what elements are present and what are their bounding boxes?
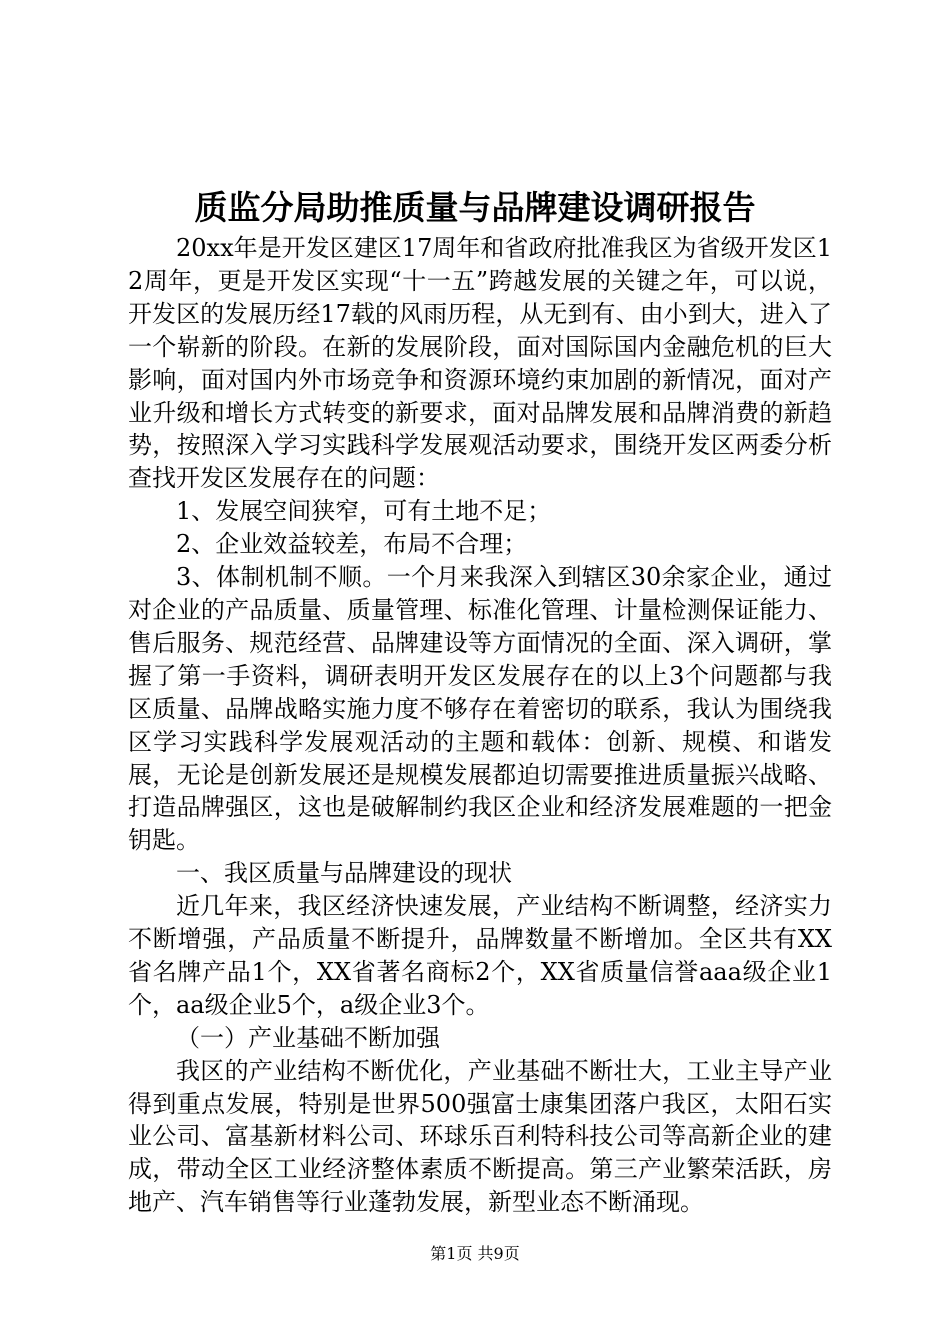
document-title: 质监分局助推质量与品牌建设调研报告 bbox=[194, 188, 756, 227]
paragraph-intro: 20xx年是开发区建区17周年和省政府批准我区为省级开发区12周年，更是开发区实现“十一五”跨越发展的关键之年，可以说，开发区的发展历经17载的风雨历程，从无到有、由小到大，进入了一个崭新的阶段。在新的发展阶段，面对国际国内金融危机的巨大影响，面对国内外市场竞争和资源环境约束加剧的新情况，面对产业升级和增长方式转变的新要求，面对品牌发展和品牌消费的新趋势，按照深入学习实践科学发展观活动要求，围绕开发区两委分析查找开发区发展存在的问题： bbox=[128, 234, 832, 493]
page-number-footer: 第1页 共9页 bbox=[430, 1244, 520, 1263]
paragraph-problem-2: 2、企业效益较差，布局不合理； bbox=[176, 530, 528, 559]
paragraph-problem-1: 1、发展空间狭窄，可有土地不足； bbox=[176, 497, 552, 526]
paragraph-problem-3: 3、体制机制不顺。一个月来我深入到辖区30余家企业，通过对企业的产品质量、质量管理、标准化管理、计量检测保证能力、售后服务、规范经营、品牌建设等方面情况的全面、深入调研，掌握了第一手资料，调研表明开发区发展存在的以上3个问题都与我区质量、品牌战略实施力度不够存在着密切的联系，我认为围绕我区学习实践科学发展观活动的主题和载体：创新、规模、和谐发展，无论是创新发展还是规模发展都迫切需要推进质量振兴战略、打造品牌强区，这也是破解制约我区企业和经济发展难题的一把金钥匙。 bbox=[128, 563, 832, 855]
subsection-heading-industry: （一）产业基础不断加强 bbox=[176, 1023, 440, 1052]
paragraph-status: 近几年来，我区经济快速发展，产业结构不断调整，经济实力不断增强，产品质量不断提升，品牌数量不断增加。全区共有XX省名牌产品1个，XX省著名商标2个，XX省质量信誉aaa级企业1个，aa级企业5个，a级企业3个。 bbox=[128, 892, 832, 1019]
paragraph-industry: 我区的产业结构不断优化，产业基础不断壮大，工业主导产业得到重点发展，特别是世界500强富士康集团落户我区，太阳石实业公司、富基新材料公司、环球乐百利特科技公司等高新企业的建成，带动全区工业经济整体素质不断提高。第三产业繁荣活跃，房地产、汽车销售等行业蓬勃发展，新型业态不断涌现。 bbox=[128, 1056, 832, 1217]
section-heading-status: 一、我区质量与品牌建设的现状 bbox=[176, 859, 512, 888]
document-body bbox=[128, 232, 832, 1219]
